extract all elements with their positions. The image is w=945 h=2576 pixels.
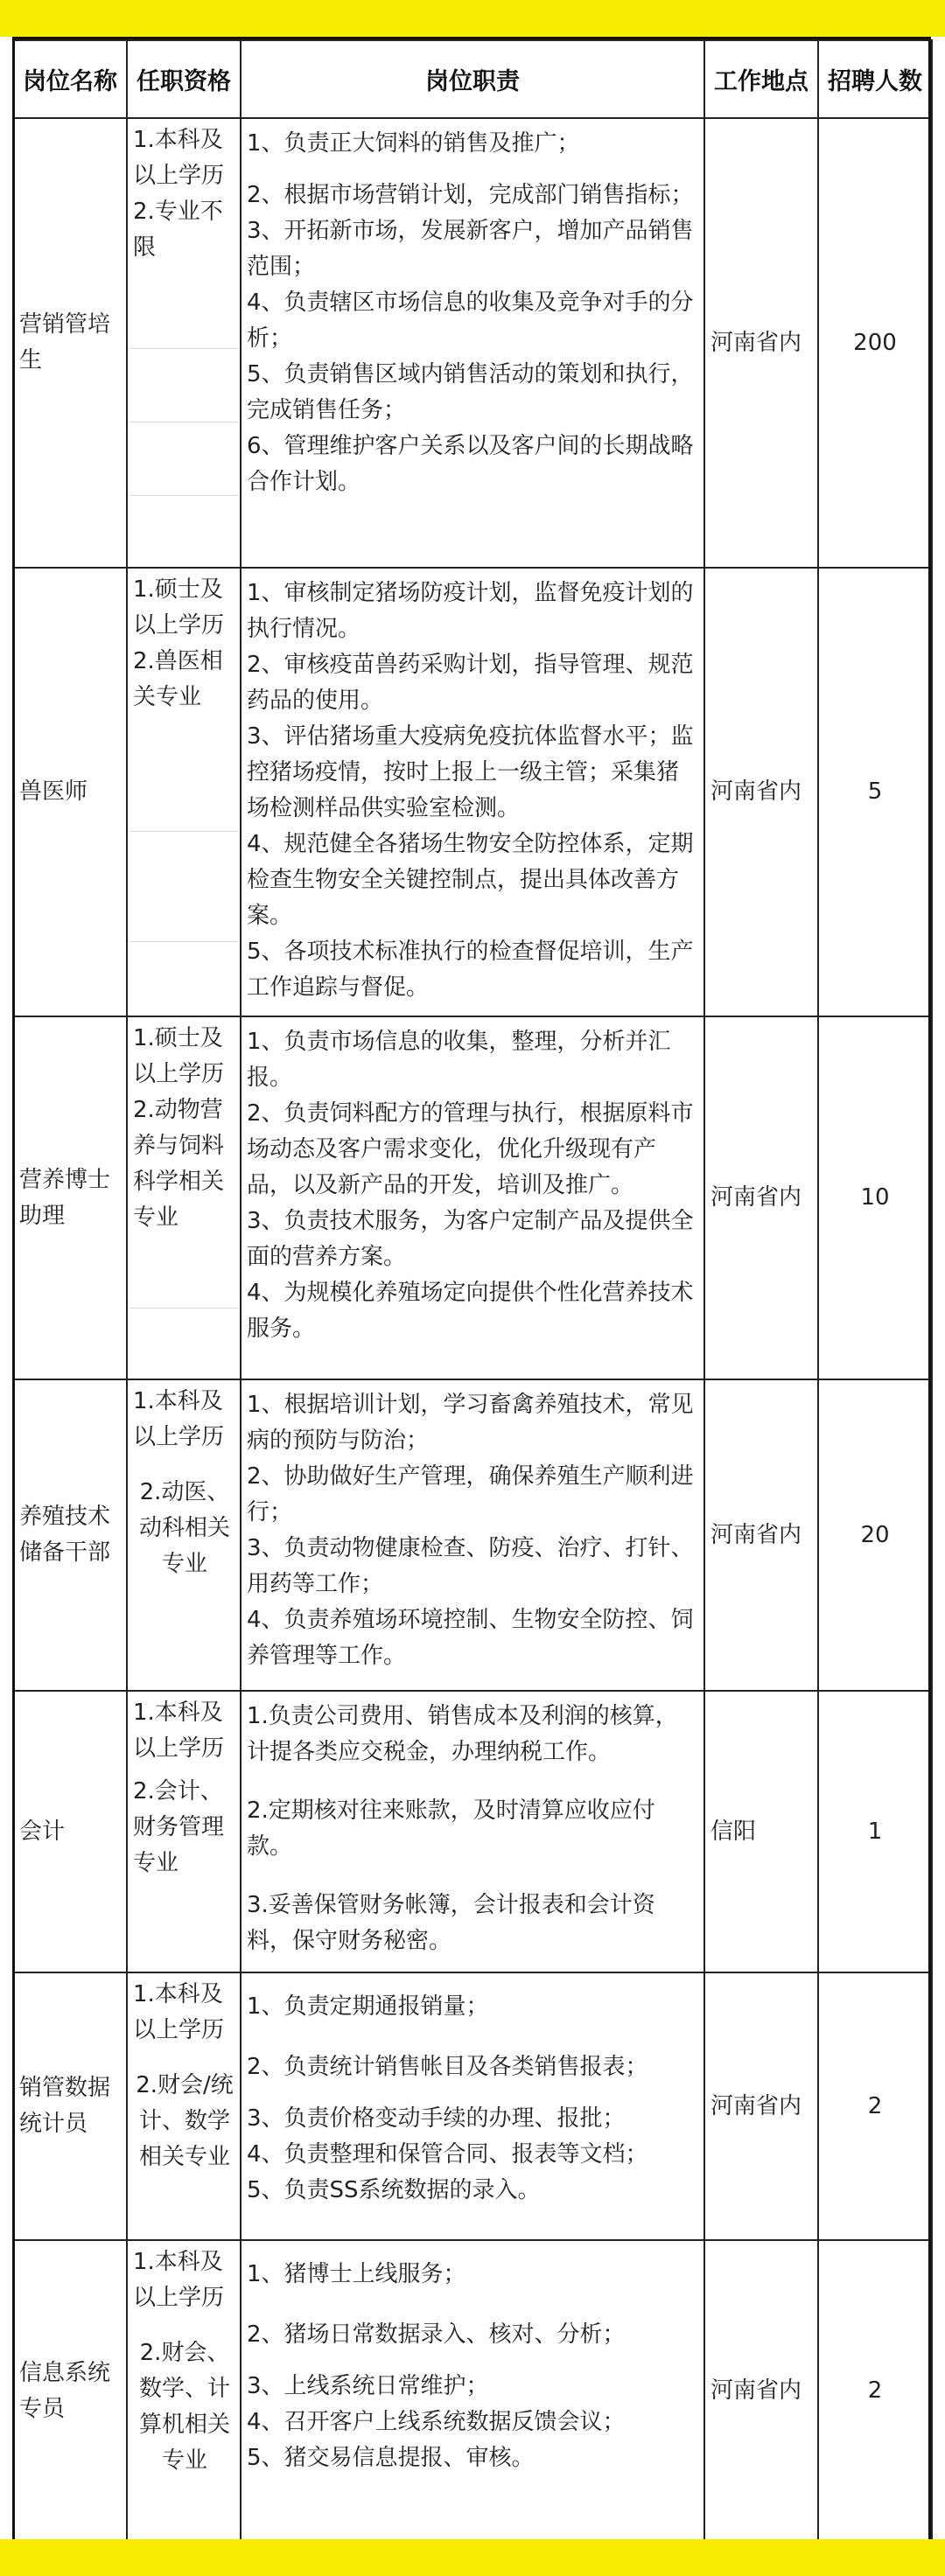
duty-item: 5、各项技术标准执行的检查督促培训，生产工作追踪与督促。 bbox=[247, 939, 694, 1001]
position-name: 销管数据统计员 bbox=[13, 1972, 127, 2240]
position-name: 营销管培生 bbox=[13, 118, 127, 568]
duty-item: 4、负责整理和保管合同、报表等文档； bbox=[247, 2141, 648, 2168]
duty-item: 5、猪交易信息提报、审核。 bbox=[247, 2445, 535, 2471]
work-location: 河南省内 bbox=[704, 118, 818, 568]
work-location: 信阳 bbox=[704, 1691, 818, 1972]
duty-item: 3、负责动物健康检查、防疫、治疗、打针、用药等工作； bbox=[247, 1535, 694, 1597]
work-location: 河南省内 bbox=[704, 1379, 818, 1691]
duty-item: 6、管理维护客户关系以及客户间的长期战略合作计划。 bbox=[247, 433, 694, 495]
qualification-item: 1.本科及以上学历 bbox=[133, 1700, 225, 1762]
duty-item: 3.妥善保管财务帐簿，会计报表和会计资料，保守财务秘密。 bbox=[247, 1892, 655, 1954]
hiring-count: 20 bbox=[818, 1379, 932, 1691]
qualification-item: 1.本科及以上学历 bbox=[133, 1981, 225, 2043]
duty-item: 1、负责正大饲料的销售及推广； bbox=[247, 130, 580, 157]
hiring-count: 10 bbox=[818, 1016, 932, 1379]
duty-item: 2、猪场日常数据录入、核对、分析； bbox=[247, 2321, 626, 2348]
qualification-item: 2.兽医相关专业 bbox=[133, 648, 223, 710]
bottom-yellow-band bbox=[0, 2539, 945, 2576]
qualification-item: 2.动物营养与饲料科学相关专业 bbox=[133, 1097, 225, 1231]
qualification-item: 2.财会、数学、计算机相关专业 bbox=[138, 2340, 230, 2474]
duty-item: 3、开拓新市场，发展新客户，增加产品销售范围； bbox=[247, 218, 694, 280]
duty-item: 4、负责养殖场环境控制、生物安全防控、饲养管理等工作。 bbox=[247, 1607, 694, 1669]
qualification-item: 2.会计、财务管理专业 bbox=[133, 1778, 225, 1876]
work-location: 河南省内 bbox=[704, 568, 818, 1016]
work-location: 河南省内 bbox=[704, 2240, 818, 2542]
duty-item: 2、负责统计销售帐目及各类销售报表； bbox=[247, 2054, 648, 2080]
position-name: 养殖技术储备干部 bbox=[13, 1379, 127, 1691]
header-count: 招聘人数 bbox=[818, 40, 932, 118]
duty-item: 3、上线系统日常维护； bbox=[247, 2373, 489, 2399]
duty-item: 2、审核疫苗兽药采购计划，指导管理、规范药品的使用。 bbox=[247, 652, 694, 714]
duty-item: 2、协助做好生产管理，确保养殖生产顺利进行； bbox=[247, 1463, 694, 1525]
duty-item: 1、负责定期通报销量； bbox=[247, 1993, 489, 2020]
duty-item: 1、猪博士上线服务； bbox=[247, 2261, 466, 2287]
duty-item: 2、根据市场营销计划，完成部门销售指标； bbox=[247, 182, 694, 208]
position-name: 营养博士助理 bbox=[13, 1016, 127, 1379]
qualification-item: 1.本科及以上学历 bbox=[133, 127, 225, 189]
work-location: 河南省内 bbox=[704, 1016, 818, 1379]
hiring-count: 2 bbox=[818, 2240, 932, 2542]
duty-item: 1、审核制定猪场防疫计划，监督免疫计划的执行情况。 bbox=[247, 580, 694, 642]
qualification-item: 1.硕士及以上学历 bbox=[133, 576, 225, 639]
hiring-count: 2 bbox=[818, 1972, 932, 2240]
qualification-item: 2.专业不限 bbox=[133, 199, 223, 261]
duty-item: 3、评估猪场重大疫病免疫抗体监督水平；监控猪场疫情，按时上报上一级主管；采集猪场检测样品供实验室检测。 bbox=[247, 723, 694, 821]
qualification-item: 1.本科及以上学历 bbox=[133, 1388, 225, 1450]
duty-item: 4、规范健全各猪场生物安全防控体系，定期检查生物安全关键控制点，提出具体改善方案。 bbox=[247, 831, 694, 929]
hiring-count: 1 bbox=[818, 1691, 932, 1972]
duty-item: 3、负责技术服务，为客户定制产品及提供全面的营养方案。 bbox=[247, 1208, 694, 1270]
qualification-item: 2.财会/统计、数学相关专业 bbox=[136, 2072, 234, 2170]
position-name: 信息系统专员 bbox=[13, 2240, 127, 2542]
work-location: 河南省内 bbox=[704, 1972, 818, 2240]
position-name: 会计 bbox=[13, 1691, 127, 1972]
hiring-count: 5 bbox=[818, 568, 932, 1016]
duty-item: 2、负责饲料配方的管理与执行，根据原料市场动态及客户需求变化，优化升级现有产品，以及新产品的开发，培训及推广。 bbox=[247, 1100, 694, 1198]
duty-item: 4、负责辖区市场信息的收集及竞争对手的分析； bbox=[247, 290, 694, 352]
duty-item: 3、负责价格变动手续的办理、报批； bbox=[247, 2105, 626, 2132]
duty-item: 4、为规模化养殖场定向提供个性化营养技术服务。 bbox=[247, 1280, 694, 1342]
duty-item: 2.定期核对往来账款，及时清算应收应付款。 bbox=[247, 1798, 655, 1860]
duty-item: 5、负责销售区域内销售活动的策划和执行，完成销售任务； bbox=[247, 361, 694, 423]
duty-item: 1、负责市场信息的收集，整理，分析并汇报。 bbox=[247, 1029, 671, 1091]
qualification-item: 2.动医、动科相关专业 bbox=[138, 1479, 230, 1577]
hiring-count: 200 bbox=[818, 118, 932, 568]
header-duties: 岗位职责 bbox=[241, 40, 704, 118]
position-name: 兽医师 bbox=[13, 568, 127, 1016]
duty-item: 1.负责公司费用、销售成本及利润的核算，计提各类应交税金，办理纳税工作。 bbox=[247, 1703, 678, 1765]
qualification-item: 1.硕士及以上学历 bbox=[133, 1025, 225, 1087]
header-qualification: 任职资格 bbox=[127, 40, 241, 118]
top-yellow-band bbox=[0, 0, 945, 37]
qualification-item: 1.本科及以上学历 bbox=[133, 2249, 225, 2311]
duty-item: 5、负责SS系统数据的录入。 bbox=[247, 2177, 541, 2203]
duty-item: 4、召开客户上线系统数据反馈会议； bbox=[247, 2409, 626, 2435]
duty-item: 1、根据培训计划，学习畜禽养殖技术，常见病的预防与防治； bbox=[247, 1392, 694, 1454]
table-frame bbox=[12, 37, 931, 2539]
header-position: 岗位名称 bbox=[13, 40, 127, 118]
header-location: 工作地点 bbox=[704, 40, 818, 118]
